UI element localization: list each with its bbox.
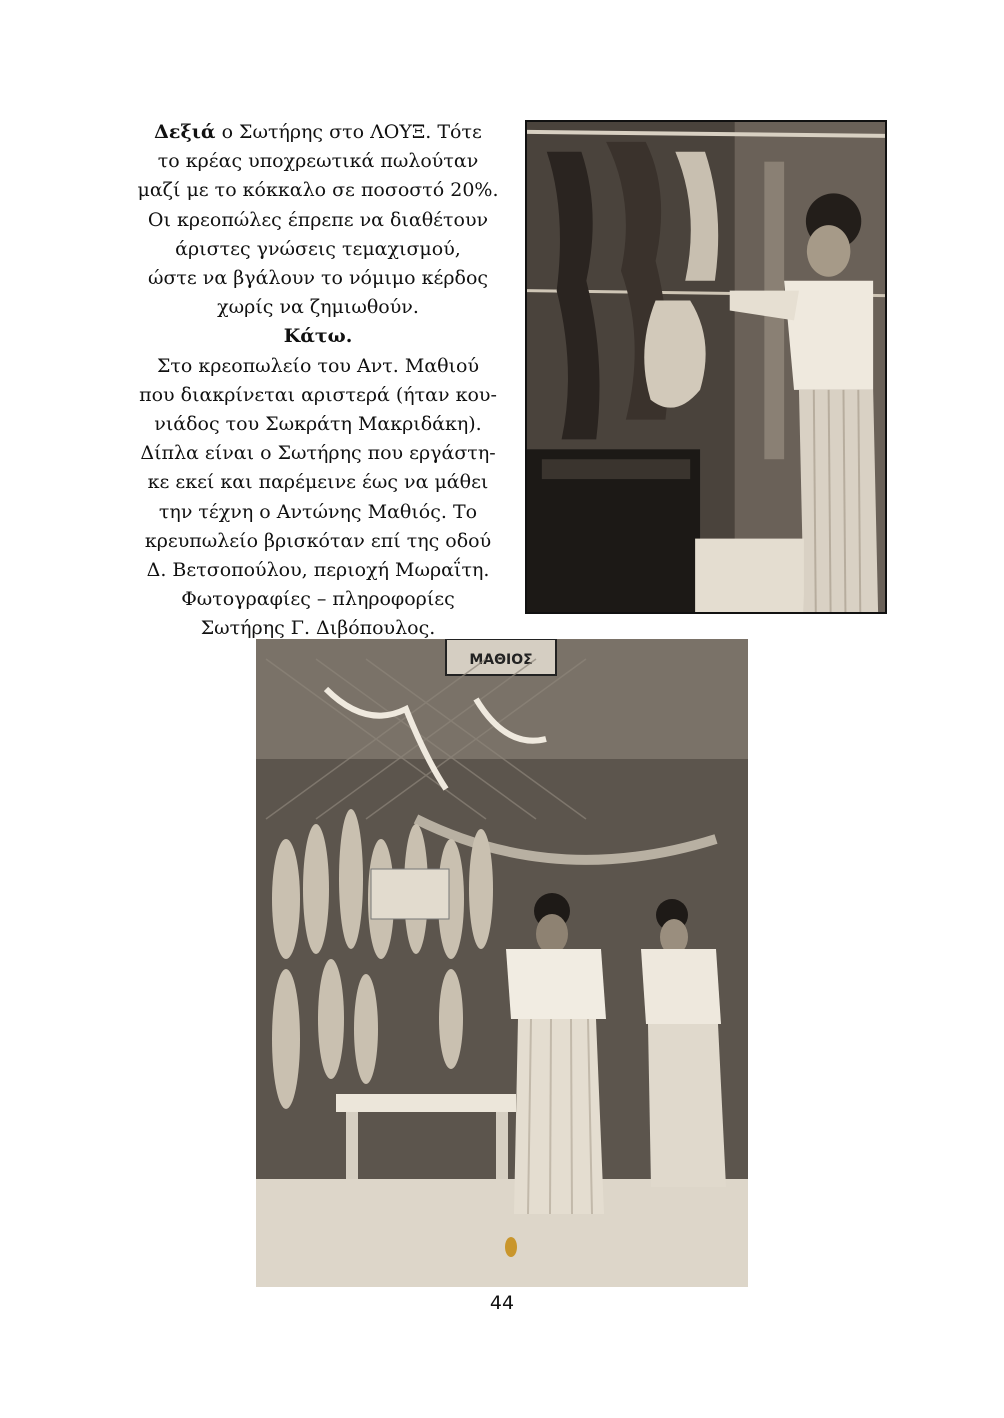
caption-line: κε εκεί και παρέμεινε έως να μάθει bbox=[147, 471, 489, 494]
caption-line: Φωτογραφίες – πληροφορίες bbox=[181, 588, 455, 611]
caption-line: Σωτήρης Γ. Διβόπουλος. bbox=[200, 617, 436, 640]
photo-butcher-shop-front-icon bbox=[256, 639, 748, 1287]
photo-butcher-hanging-meat-icon bbox=[527, 122, 885, 612]
caption-line: άριστες γνώσεις τεμαχισμού, bbox=[175, 237, 461, 260]
caption-line: μαζί με το κόκκαλο σε ποσοστό 20%. bbox=[137, 179, 499, 202]
photo-caption bbox=[112, 118, 524, 644]
caption-line: Οι κρεοπώλες έπρεπε να διαθέτουν bbox=[147, 208, 489, 231]
shop-sign-text: ΜΑΘΙΟΣ bbox=[469, 652, 533, 668]
caption-line: το κρέας υποχρεωτικά πωλούταν bbox=[157, 150, 479, 173]
page-number: 44 bbox=[489, 1292, 515, 1314]
caption-line: Δίπλα είναι ο Σωτήρης που εργάστη- bbox=[140, 442, 496, 465]
caption-line: που διακρίνεται αριστερά (ήταν κου- bbox=[139, 383, 497, 406]
caption-line: Στο κρεοπωλείο του Αντ. Μαθιού bbox=[156, 354, 480, 377]
caption-line: Δεξιά ο Σωτήρης στο ΛΟΥΞ. Τότε bbox=[154, 121, 482, 143]
caption-line: κρευπωλείο βρισκόταν επί της οδού bbox=[144, 529, 492, 552]
caption-line: νιάδος του Σωκράτη Μακριδάκη). bbox=[154, 413, 482, 436]
caption-line: Δ. Βετσοπούλου, περιοχή Μωραΐτη. bbox=[146, 559, 490, 582]
caption-line: την τέχνη ο Αντώνης Μαθιός. Το bbox=[158, 500, 478, 523]
caption-below-bold: Κάτω. bbox=[283, 325, 353, 348]
photo-butcher-hanging-meat bbox=[525, 120, 887, 614]
caption-line bbox=[112, 322, 524, 351]
caption-lead-bold: Δεξιά bbox=[154, 121, 216, 143]
caption-line: χωρίς να ζημιωθούν. bbox=[217, 296, 419, 319]
photo-butcher-shop-front bbox=[256, 639, 748, 1287]
caption-line: ώστε να βγάλουν το νόμιμο κέρδος bbox=[147, 267, 489, 290]
